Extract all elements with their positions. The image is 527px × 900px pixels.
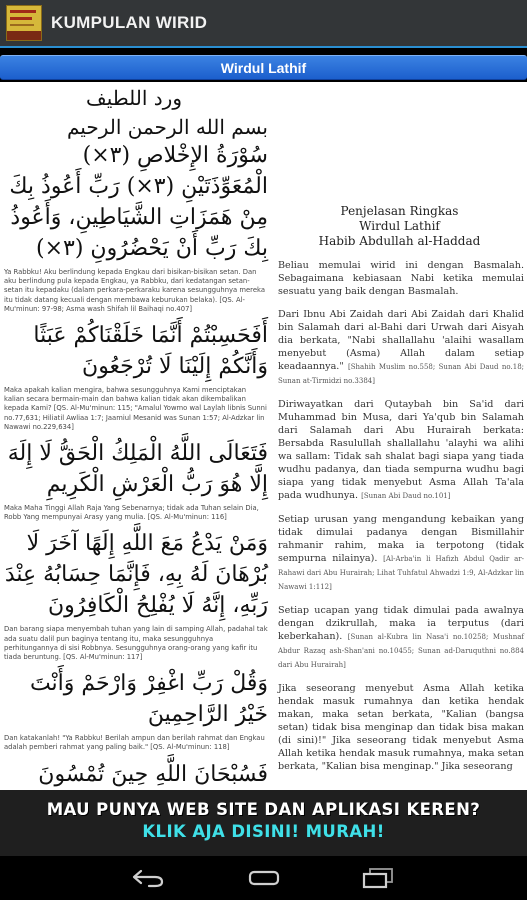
explanation-paragraph xyxy=(278,604,524,672)
explanation-paragraph xyxy=(278,513,524,594)
section-title: Wirdul Lathif xyxy=(220,59,307,76)
paragraph-text: Setiap ucapan yang tidak dimulai pada awalnya dengan dzikrullah, maka ia terputus (dari keberkahan). xyxy=(278,605,524,642)
explanation-heading xyxy=(272,204,527,249)
home-icon[interactable] xyxy=(234,860,294,896)
ad-banner[interactable] xyxy=(0,790,527,856)
explanation-column xyxy=(272,82,527,790)
system-nav-bar xyxy=(0,856,527,900)
heading-line: Wirdul Lathif xyxy=(359,219,440,233)
arabic-verse: سُوْرَةُ الإِخْلاصِ (٣×) الْمُعَوِّذَتَيْنِ (٣×) رَبِّ أَعُوذُ بِكَ مِنْ هَمَزَاتِ الشَّيَاطِينِ، وَأَعُوذُ بِكَ رَبِّ أَنْ يَحْضُرُونِ (٣×) xyxy=(9,143,268,261)
paragraph-text: Setiap urusan yang mengandung kebaikan yang tidak dimulai padanya dengan Bismillahir rahmanir rahim, maka ia terpotong (tidak sempurna nilainya). xyxy=(278,514,524,564)
recent-apps-icon[interactable] xyxy=(348,860,408,896)
section-header xyxy=(0,55,527,80)
explanation-paragraph xyxy=(278,398,524,503)
wirid-content[interactable] xyxy=(0,82,527,790)
verse-translation: Dan barang siapa menyembah tuhan yang lain di samping Allah, padahal tak ada suatu dalil pun baginya tentang itu, maka sesungguhnya perhitungannya di sisi Robbnya. Sesungguhnya orang-orang yang kafir itu tiada beruntung. [QS. Al-Mu'minun: 117] xyxy=(4,625,268,662)
paragraph-text: Dari Ibnu Abi Zaidah dari Abi Zaidah dari Khalid bin Salamah dari al-Bahi dari Urwah dari Aisyah dia berkata, "Nabi shallallahu 'alaihi wasallam menyebut (Asma) Allah dalam setiap keadaannya." xyxy=(278,309,524,372)
app-title: KUMPULAN WIRID xyxy=(51,13,208,32)
ad-cta[interactable]: KLIK AJA DISINI! MURAH! xyxy=(142,822,385,841)
paragraph-source: [Al-Arba'in li Hafizh Abdul Qadir ar-Rahawi dari Abu Hurairah; Lihat Tuhfatul Ahwadzi 1:9, Al-Adzkar lin Nawawi 1:112] xyxy=(278,555,524,591)
explanation-paragraph xyxy=(278,308,524,388)
arabic-title: ورد اللطيف xyxy=(86,86,182,110)
verse-translation: Dan katakanlah! "Ya Rabbku! Berilah ampun dan berilah rahmat dan Engkau adalah pemberi rahmat yang paling baik." [QS. Al-Mu'minun: 118] xyxy=(4,734,265,752)
book-app-icon[interactable] xyxy=(6,5,42,41)
back-arrow-icon[interactable] xyxy=(118,860,178,896)
arabic-verse: وَقُلْ رَبِّ اغْفِرْ وَارْحَمْ وَأَنْتَ خَيْرُ الرَّاحِمِينَ xyxy=(29,671,268,728)
action-bar xyxy=(0,0,527,48)
explanation-paragraph xyxy=(278,682,524,773)
verse-translation: Maka Maha Tinggi Allah Raja Yang Sebenarnya; tidak ada Tuhan selain Dia, Robb Yang mempunyai Arasy yang mulia. [QS. Al-Mu'minun: 116] xyxy=(4,504,259,522)
arabic-column xyxy=(0,82,272,790)
ad-headline[interactable]: MAU PUNYA WEB SITE DAN APLIKASI KEREN? xyxy=(46,800,481,819)
arabic-verse: أَفَحَسِبْتُمْ أَنَّمَا خَلَقْنَاكُمْ عَبَثًا وَأَنَّكُمْ إِلَيْنَا لَا تُرْجَعُونَ xyxy=(33,323,268,380)
paragraph-text: Beliau memulai wirid ini dengan Basmalah. Sebagaimana kebiasaan Nabi ketika memulai sesuatu yang baik dengan Basmalah. xyxy=(278,260,524,297)
paragraph-source: [Sunan Abi Daud no.101] xyxy=(361,492,451,500)
basmala: بسم الله الرحمن الرحيم xyxy=(66,115,268,139)
paragraph-source: [Sunan al-Kubra lin Nasa'i no.10258; Mushnaf Abdur Razaq ash-Shan'ani no.10455; Sunan ad-Daruquthni no.884 dari Abu Hurairah] xyxy=(278,633,524,669)
paragraph-source: [Shahih Muslim no.558; Sunan Abi Daud no.18; Sunan at-Tirmidzi no.3384] xyxy=(278,363,525,385)
explanation-paragraph xyxy=(278,259,524,298)
heading-line: Penjelasan Ringkas xyxy=(340,204,459,218)
arabic-verse: فَتَعَالَى اللَّهُ الْمَلِكُ الْحَقُّ لَا إِلَهَ إِلَّا هُوَ رَبُّ الْعَرْشِ الْكَرِيمِ xyxy=(7,441,268,498)
paragraph-text: Jika seseorang menyebut Asma Allah ketika hendak masuk rumahnya dan ketika hendak makan, maka setan berkata, "Kalian (bangsa setan) tidak bisa menginap dan tidak bisa makan (di sini)!" Jika seseorang tidak menyebut Asma Allah ketika hendak masuk rumahnya, maka setan berkata, "Kalian bisa menginap." Jika seseorang xyxy=(278,683,524,772)
verse-translation: Ya Rabbku! Aku berlindung kepada Engkau dari bisikan-bisikan setan. Dan aku berlindung pula kepada Engkau, ya Rabbku, dari kedatangan setan-setan itu kepadaku (dalam perkara-perkaraku karena sesungguhnya mereka itu tidak datang kecuali dengan membawa keburukan belaka). [QS. Al-Mu'minun: 97-98; Asma wash Shifah lil Baihaqi no.407] xyxy=(4,268,265,313)
heading-line: Habib Abdullah al-Haddad xyxy=(318,234,481,248)
verse-translation: Maka apakah kalian mengira, bahwa sesungguhnya Kami menciptakan kalian secara bermain-main dan bahwa kalian tidak akan dikembalikan kepada Kami? [QS. Al-Mu'minun: 115; "Amalul Yowmo wal Laylah libnis Sunni no.77,631; Hiliatil Awliaa 1:7; Jaamiul Mesanid was Sunan 1:57; Al-Adzkar lin Nawawi no.229,634] xyxy=(4,386,267,431)
arabic-verse: وَمَنْ يَدْعُ مَعَ اللَّهِ إِلَهًا آخَرَ لَا بُرْهَانَ لَهُ بِهِ، فَإِنَّمَا حِسَابُهُ عِنْدَ رَبِّهِ، إِنَّهُ لَا يُفْلِحُ الْكَافِرُونَ xyxy=(4,531,268,619)
arabic-verse: فَسُبْحَانَ اللَّهِ حِينَ تُمْسُونَ xyxy=(38,761,268,787)
paragraph-text: Diriwayatkan dari Qutaybah bin Sa'id dari Muhammad bin Musa, dari Ya'qub bin Salamah dari Salamah dari Abu Hurairah berkata: Bersabda Rasulullah shallallahu 'alayhi wa alihi wa sallam: Tidak sah shalat bagi siapa yang tiada wudhu padanya, dan tiada sempurna wudhu bagi siapa yang tidak menyebut Asma Allah Ta'ala pada wudhunya. xyxy=(278,399,524,501)
